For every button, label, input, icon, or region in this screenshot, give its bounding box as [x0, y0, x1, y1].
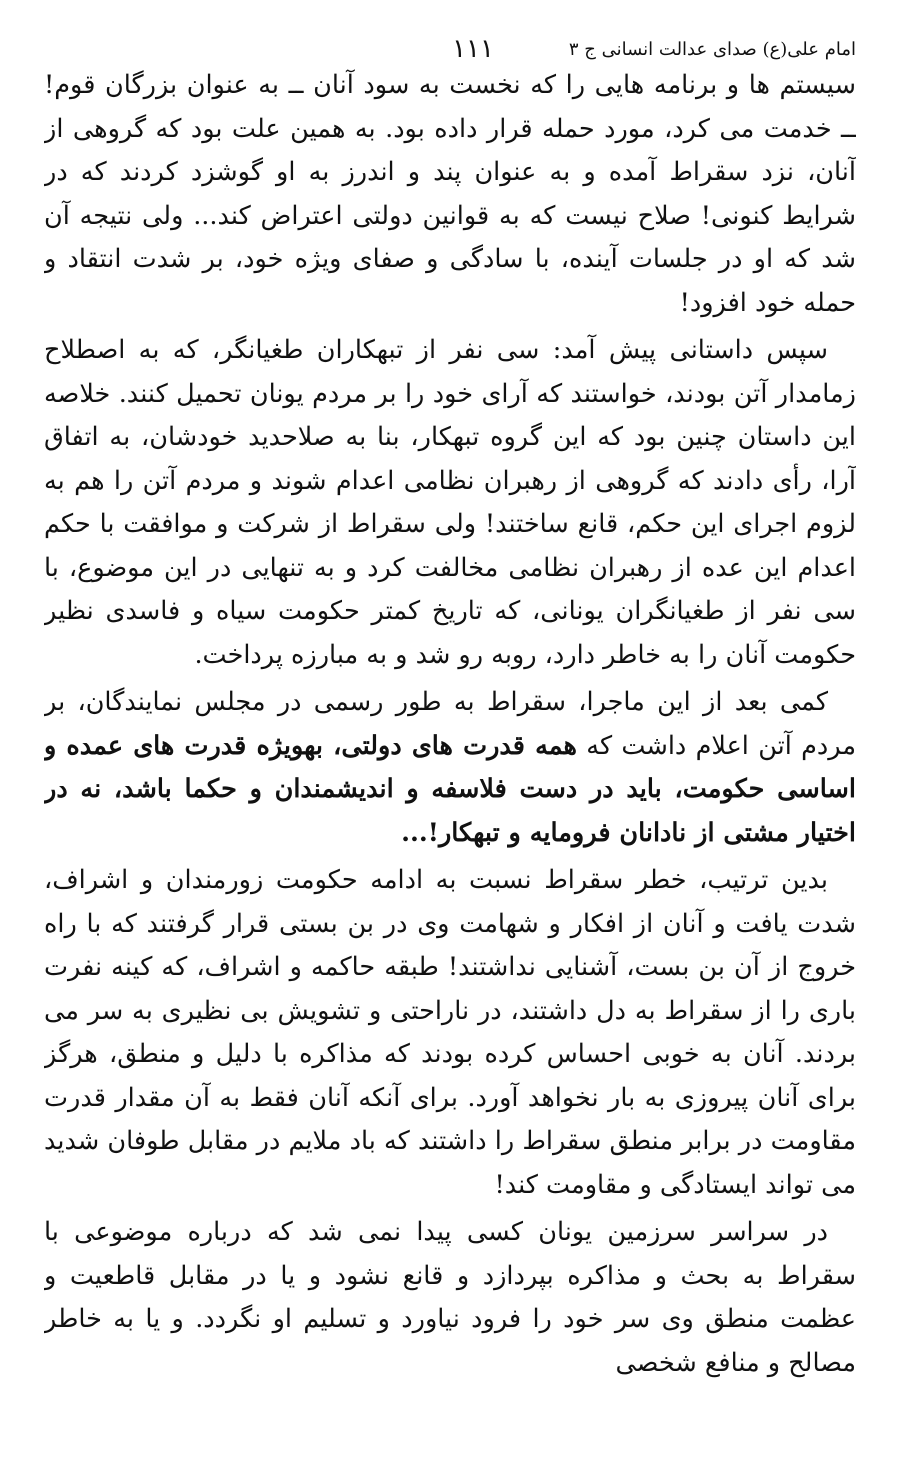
paragraph-1: سیستم ها و برنامه هایی را که نخست به سود آنان ــ به عنوان بزرگان قوم! ــ خدمت می کرد، مورد حمله قرار داده بود. به همین علت بود که گروهی از آنان، نزد سقراط آمده و به عنوان پند و اندرز به او گوشزد کردند که در شرایط کنونی! صلاح نیست که به قوانین دولتی اعتراض کند... ولی نتیجه آن شد که او در جلسات آینده، با سادگی و صفای ویژه خود، بر شدت انتقاد و حمله خود افزود!: [44, 70, 856, 318]
page-number: ۱۱۱: [452, 34, 494, 64]
body-text: [44, 64, 856, 1385]
paragraph-5: در سراسر سرزمین یونان کسی پیدا نمی شد که درباره موضوعی با سقراط به بحث و مذاکره بپردازد و قانع نشود و یا در مقابل قاطعیت و عظمت منطق وی سر خود را فرود نیاورد و تسلیم او نگردد. و یا به خاطر مصالح و منافع شخصی: [44, 1217, 856, 1378]
running-title: امام علی(ع) صدای عدالت انسانی ج ۳: [568, 39, 856, 60]
running-header: [44, 30, 856, 70]
paragraph-4: بدین ترتیب، خطر سقراط نسبت به ادامه حکومت زورمندان و اشراف، شدت یافت و آنان از افکار و شهامت وی در بن بستی قرار گرفتند که با راه خروج از آن بن بست، آشنایی نداشتند! طبقه حاکمه و اشراف، که کینه نفرت باری را از سقراط به دل داشتند، در ناراحتی و تشویش بی نظیری به سر می بردند. آنان به خوبی احساس کرده بودند که مذاکره با دلیل و منطق، هرگز برای آنان پیروزی به بار نخواهد آورد. برای آنکه آنان فقط به آن مقدار قدرت مقاومت در برابر منطق سقراط را داشتند که باد ملایم در مقابل طوفان شدید می تواند ایستادگی و مقاومت کند!: [44, 865, 856, 1200]
paragraph-3-plain: کمی بعد از این ماجرا، سقراط به طور رسمی در مجلس نمایندگان، بر مردم آتن اعلام داشت که: [44, 687, 856, 761]
paragraph-2: سپس داستانی پیش آمد: سی نفر از تبهکاران طغیانگر، که به اصطلاح زمامدار آتن بودند، خواستند که آرای خود را بر مردم یونان تحمیل کنند. خلاصه این داستان چنین بود که این گروه تبهکار، بنا به صلاحدید خودشان، به اتفاق آرا، رأی دادند که گروهی از رهبران نظامی اعدام شوند و مردم آتن را هم به لزوم اجرای این حکم، قانع ساختند! ولی سقراط از شرکت و موافقت با حکم اعدام این عده از رهبران نظامی مخالفت کرد و به تنهایی در این موضوع، با سی نفر از طغیانگران یونانی، که تاریخ کمتر حکومت سیاه و فاسدی نظیر حکومت آنان را به خاطر دارد، روبه رو شد و به مبارزه پرداخت.: [44, 335, 856, 670]
paragraph-3-bold-quote: همه قدرت های دولتی، بهویژه قدرت های عمده و اساسی حکومت، باید در دست فلاسفه و اندیشمندان و حکما باشد، نه در اختیار مشتی از نادانان فرومایه و تبهکار!...: [44, 730, 856, 848]
paragraph-3: [44, 681, 856, 855]
book-page: [44, 30, 856, 1450]
